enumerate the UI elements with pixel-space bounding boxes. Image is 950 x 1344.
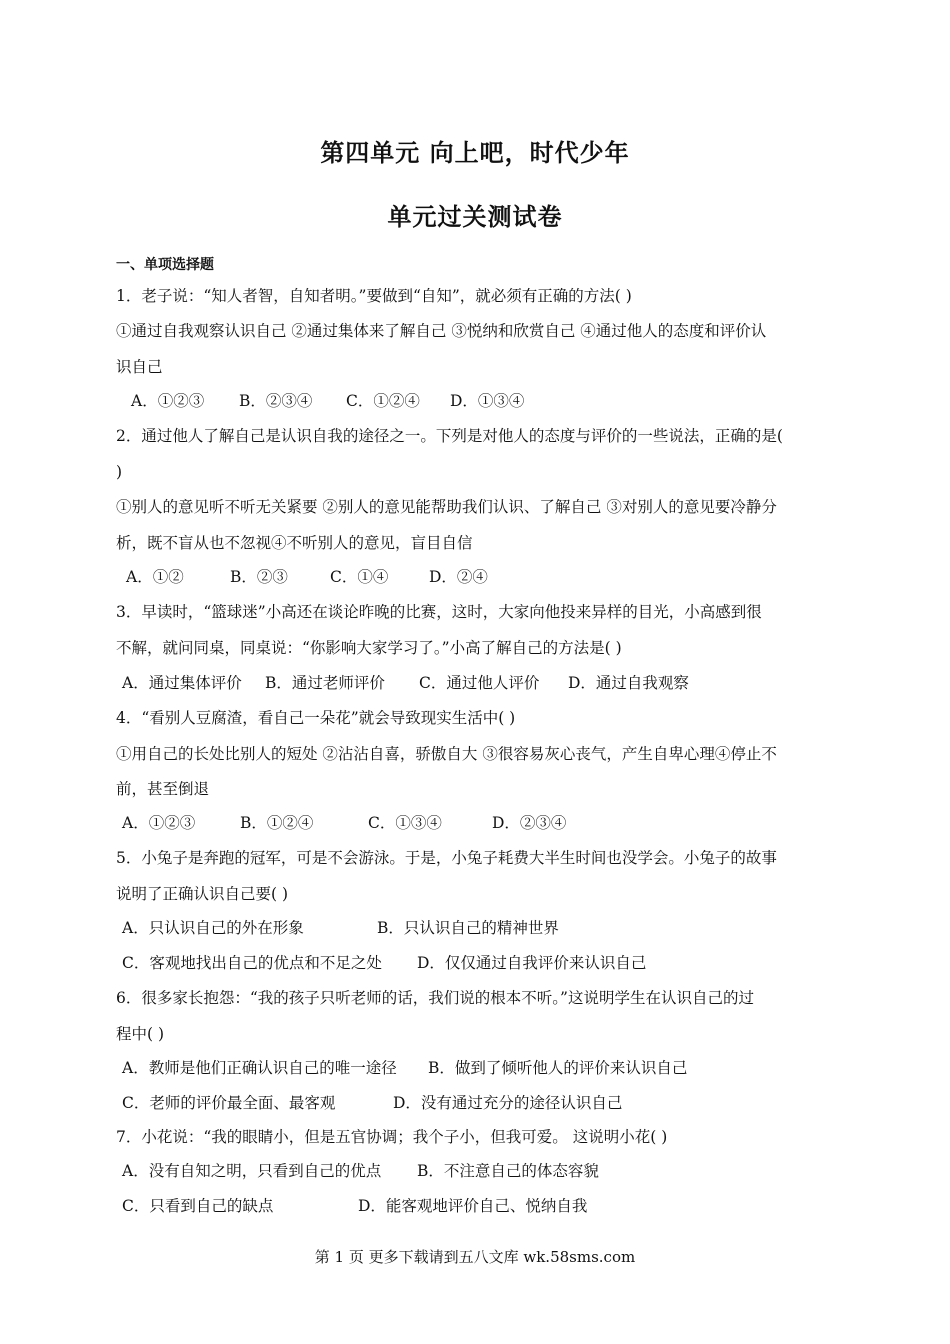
- question-6-option-d: D．没有通过充分的途径认识自己: [393, 1094, 623, 1112]
- question-1-option-d: D．①③④: [450, 392, 525, 410]
- question-2-stem: 2．通过他人了解自己是认识自我的途径之一。下列是对他人的态度与评价的一些说法，正确的是(: [116, 427, 783, 445]
- question-4-body: 前，甚至倒退: [116, 780, 210, 798]
- question-2-option-b: B．②③: [230, 568, 288, 586]
- question-7-stem: 7．小花说：“我的眼睛小，但是五官协调；我个子小，但我可爱。 这说明小花( ): [116, 1128, 668, 1146]
- question-1-stem: 1．老子说：“知人者智，自知者明。”要做到“自知”，就必须有正确的方法( ): [116, 287, 632, 305]
- question-3-option-d: D．通过自我观察: [568, 674, 689, 692]
- question-2-option-d: D．②④: [429, 568, 488, 586]
- question-7-option-c: C．只看到自己的缺点: [122, 1197, 274, 1215]
- question-6-stem: 程中( ): [116, 1025, 165, 1043]
- page-subtitle: 单元过关测试卷: [387, 203, 563, 231]
- page-footer: 第 1 页 更多下载请到五八文库 wk.58sms.com: [314, 1248, 636, 1266]
- question-7-option-d: D．能客观地评价自己、悦纳自我: [358, 1197, 588, 1215]
- question-4-stem: 4．“看别人豆腐渣，看自己一朵花”就会导致现实生活中( ): [116, 709, 516, 727]
- question-6-stem: 6．很多家长抱怨：“我的孩子只听老师的话，我们说的根本不听。”这说明学生在认识自己的过: [116, 989, 754, 1007]
- question-4-option-d: D．②③④: [492, 814, 567, 832]
- question-3-option-b: B．通过老师评价: [265, 674, 385, 692]
- question-2-option-a: A．①②: [126, 568, 184, 586]
- question-4-option-b: B．①②④: [240, 814, 314, 832]
- question-2-option-c: C．①④: [330, 568, 389, 586]
- question-5-option-d: D．仅仅通过自我评价来认识自己: [417, 954, 647, 972]
- question-7-option-b: B．不注意自己的体态容貌: [417, 1162, 599, 1180]
- question-3-stem: 不解，就问同桌，同桌说：“你影响大家学习了。”小高了解自己的方法是( ): [116, 639, 622, 657]
- question-7-option-a: A．没有自知之明，只看到自己的优点: [122, 1162, 382, 1180]
- question-1-option-c: C．①②④: [346, 392, 420, 410]
- question-4-option-c: C．①③④: [368, 814, 442, 832]
- question-6-option-c: C．老师的评价最全面、最客观: [122, 1094, 336, 1112]
- question-4-option-a: A．①②③: [122, 814, 196, 832]
- question-5-option-a: A．只认识自己的外在形象: [122, 919, 304, 937]
- question-5-stem: 说明了正确认识自己要( ): [116, 885, 289, 903]
- question-2-body: 析，既不盲从也不忽视④不听别人的意见，盲目自信: [116, 534, 473, 552]
- question-4-body: ①用自己的长处比别人的短处 ②沾沾自喜，骄傲自大 ③很容易灰心丧气，产生自卑心理④停止不: [116, 745, 777, 763]
- question-2-stem: ): [116, 463, 123, 481]
- question-6-option-b: B．做到了倾听他人的评价来认识自己: [428, 1059, 688, 1077]
- question-3-option-a: A．通过集体评价: [122, 674, 242, 692]
- question-1-body: 识自己: [116, 358, 163, 376]
- question-1-option-a: A．①②③: [131, 392, 205, 410]
- question-5-option-c: C．客观地找出自己的优点和不足之处: [122, 954, 382, 972]
- question-2-body: ①别人的意见听不听无关紧要 ②别人的意见能帮助我们认识、了解自己 ③对别人的意见要冷静分: [116, 498, 777, 516]
- question-1-option-b: B．②③④: [239, 392, 313, 410]
- question-3-option-c: C．通过他人评价: [419, 674, 540, 692]
- question-1-body: ①通过自我观察认识自己 ②通过集体来了解自己 ③悦纳和欣赏自己 ④通过他人的态度和评价认: [116, 322, 767, 340]
- question-5-option-b: B．只认识自己的精神世界: [377, 919, 559, 937]
- question-5-stem: 5．小兔子是奔跑的冠军，可是不会游泳。于是，小兔子耗费大半生时间也没学会。小兔子的故事: [116, 849, 777, 867]
- question-6-option-a: A．教师是他们正确认识自己的唯一途径: [122, 1059, 397, 1077]
- page-title: 第四单元 向上吧，时代少年: [320, 139, 630, 167]
- question-3-stem: 3．早读时，“篮球迷”小高还在谈论昨晚的比赛，这时，大家向他投来异样的目光，小高感到很: [116, 603, 762, 621]
- section-heading: 一、单项选择题: [116, 257, 214, 273]
